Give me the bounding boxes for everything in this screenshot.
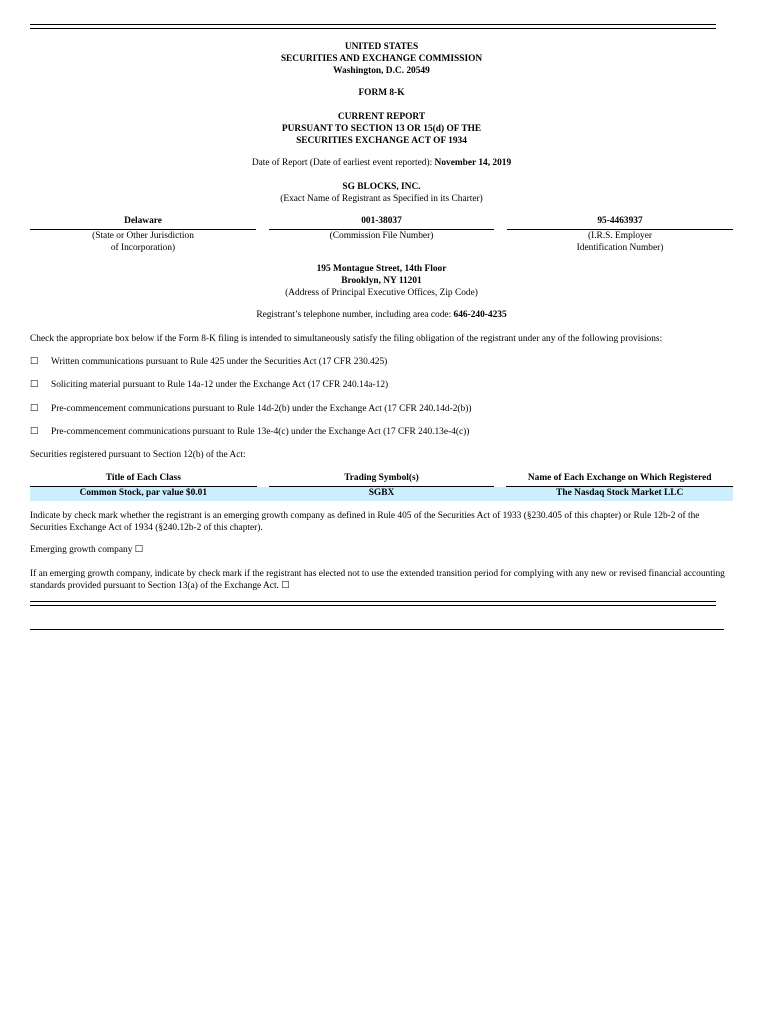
header-line-3: Washington, D.C. 20549: [333, 65, 430, 76]
provision-label: Soliciting material pursuant to Rule 14a-12 under the Exchange Act (17 CFR 240.14a-12): [51, 380, 389, 390]
report-date-label: Date of Report (Date of earliest event reported):: [251, 158, 433, 168]
registrant-name-block: [30, 182, 733, 206]
provision-item: [30, 404, 733, 416]
file-number-column: [269, 216, 494, 243]
top-double-rule: [30, 24, 716, 29]
header-title-of-class: Title of Each Class: [30, 473, 257, 487]
file-number-value: 001-38037: [269, 216, 494, 230]
irs-column: [507, 216, 733, 254]
state-value: Delaware: [30, 216, 256, 230]
report-line-2: PURSUANT TO SECTION 13 OR 15(d) OF THE: [281, 123, 482, 134]
state-caption-1: (State or Other Jurisdiction: [92, 230, 194, 241]
telephone: [30, 310, 733, 322]
emerging-growth-indicate: Indicate by check mark whether the registrant is an emerging growth company as defined in Rule 405 of the Securities Act of 1933 (§230.405 of this chapter) or Rule 12b-2 of the Securities Exchange Act of 1934 (§240.12b-2 of this chapter).: [30, 511, 700, 533]
securities-header-row: [30, 473, 733, 487]
form-title: FORM 8-K: [358, 88, 405, 98]
provision-item: [30, 427, 733, 439]
report-line-3: SECURITIES EXCHANGE ACT OF 1934: [296, 135, 467, 146]
irs-value: 95-4463937: [507, 216, 733, 230]
report-title: [30, 112, 733, 147]
telephone-value: 646-240-4235: [453, 310, 507, 320]
header-exchange-name: Name of Each Exchange on Which Registered: [506, 473, 733, 487]
emerging-growth-checkbox[interactable]: Emerging growth company ☐: [30, 545, 144, 555]
header-line-1: UNITED STATES: [344, 42, 419, 52]
securities-table: [30, 473, 733, 501]
bottom-double-rule: [30, 601, 716, 606]
cell-title-of-class: Common Stock, par value $0.01: [30, 487, 257, 501]
address-line-2: Brooklyn, NY 11201: [341, 275, 422, 286]
checkbox-icon[interactable]: ☐: [30, 357, 39, 367]
address-caption: (Address of Principal Executive Offices, Zip Code): [285, 287, 478, 298]
report-date-value: November 14, 2019: [434, 158, 512, 168]
state-column: [30, 216, 256, 254]
registrant-name: SG BLOCKS, INC.: [342, 182, 421, 192]
report-line-1: CURRENT REPORT: [337, 112, 426, 122]
address-block: [30, 264, 733, 299]
cell-exchange-name: The Nasdaq Stock Market LLC: [506, 487, 733, 501]
cell-trading-symbol: SGBX: [269, 487, 495, 501]
provision-label: Written communications pursuant to Rule 425 under the Securities Act (17 CFR 230.425): [51, 357, 388, 367]
provision-item: [30, 380, 733, 392]
irs-caption-2: Identification Number): [576, 242, 664, 253]
irs-caption-1: (I.R.S. Employer: [587, 230, 653, 241]
provision-item: [30, 357, 733, 369]
checkbox-icon[interactable]: ☐: [30, 380, 39, 390]
form-page: [30, 0, 733, 1024]
state-caption-2: of Incorporation): [110, 242, 176, 253]
securities-intro: Securities registered pursuant to Section 12(b) of the Act:: [30, 450, 246, 460]
header-trading-symbol: Trading Symbol(s): [269, 473, 495, 487]
transition-period-statement: If an emerging growth company, indicate by check mark if the registrant has elected not to use the extended transition period for complying with any new or revised financial accounting standards provided pursuant to Section 13(a) of the Exchange Act. ☐: [30, 569, 725, 591]
registrant-name-caption: (Exact Name of Registrant as Specified in its Charter): [280, 193, 483, 204]
provision-label: Pre-commencement communications pursuant to Rule 13e-4(c) under the Exchange Act (17 CFR 240.13e-4(c)): [51, 427, 470, 437]
checkbox-icon[interactable]: ☐: [30, 427, 39, 437]
provision-label: Pre-commencement communications pursuant to Rule 14d-2(b) under the Exchange Act (17 CFR 240.14d-2(b)): [51, 404, 472, 414]
report-date: [30, 158, 733, 170]
file-number-caption: (Commission File Number): [329, 230, 434, 241]
telephone-label: Registrant’s telephone number, including area code:: [256, 310, 452, 320]
bottom-single-rule: [30, 629, 724, 630]
provisions-intro: Check the appropriate box below if the Form 8-K filing is intended to simultaneously satisfy the filing obligation of the registrant under any of the following provisions:: [30, 334, 663, 344]
table-row: [30, 487, 733, 501]
address-line-1: 195 Montague Street, 14th Floor: [316, 264, 447, 274]
sec-header: [30, 42, 733, 77]
checkbox-icon[interactable]: ☐: [30, 404, 39, 414]
header-line-2: SECURITIES AND EXCHANGE COMMISSION: [280, 53, 483, 64]
